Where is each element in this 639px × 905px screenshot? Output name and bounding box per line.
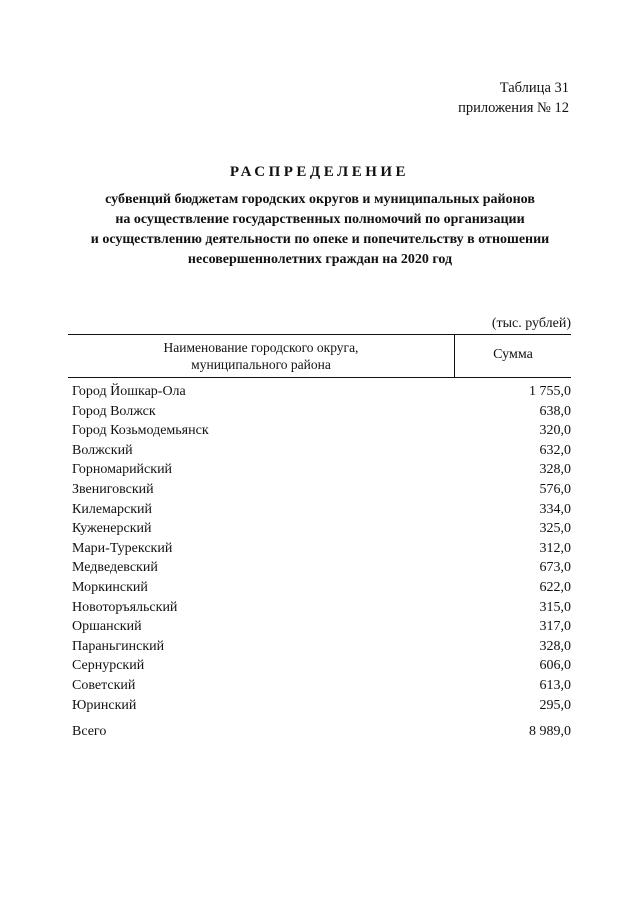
total-sum: 8 989,0 (529, 724, 571, 739)
row-name: Мари-Турекский (72, 540, 173, 556)
row-name: Килемарский (72, 501, 153, 517)
table-row (72, 539, 571, 559)
row-sum: 1 755,0 (529, 384, 571, 399)
table-row (72, 519, 571, 539)
table-row (72, 421, 571, 441)
subtitle-line: на осуществление государственных полномочий по организации (115, 212, 525, 227)
row-sum: 576,0 (539, 481, 571, 497)
total-label: Всего (72, 724, 107, 739)
column-header-sum: Сумма (493, 347, 533, 362)
row-name: Советский (72, 677, 136, 693)
subtitle-line: субвенций бюджетам городских округов и муниципальных районов (105, 192, 535, 207)
row-sum: 317,0 (539, 619, 571, 635)
row-sum: 312,0 (539, 540, 571, 556)
table-body (72, 382, 571, 715)
table-row (72, 500, 571, 520)
table-row (72, 676, 571, 696)
row-sum: 328,0 (539, 462, 571, 478)
table-row (72, 696, 571, 716)
row-name: Оршанский (72, 619, 142, 635)
subtitle-line: и осуществлению деятельности по опеке и попечительству в отношении (90, 232, 550, 247)
table-row (72, 578, 571, 598)
row-sum: 632,0 (539, 442, 571, 458)
table-total-row (72, 722, 571, 742)
row-sum: 673,0 (539, 560, 571, 576)
row-name: Волжский (72, 442, 133, 458)
table-header (68, 334, 571, 378)
units-label: (тыс. рублей) (491, 316, 571, 331)
row-sum: 315,0 (539, 599, 571, 615)
table-number: Таблица 31 (499, 80, 569, 96)
row-name: Горномарийский (72, 462, 173, 478)
table-row (72, 402, 571, 422)
row-name: Город Волжск (72, 403, 156, 419)
row-name: Юринский (72, 697, 137, 713)
table-row (72, 441, 571, 461)
table-row (72, 598, 571, 618)
row-sum: 606,0 (539, 658, 571, 674)
column-header-name-line: муниципального района (191, 357, 331, 372)
row-name: Сернурский (72, 658, 145, 674)
table-row (72, 460, 571, 480)
row-sum: 613,0 (539, 677, 571, 693)
row-sum: 325,0 (539, 521, 571, 537)
row-name: Медведевский (72, 560, 158, 576)
document-subtitle (60, 190, 580, 270)
row-sum: 295,0 (539, 697, 571, 713)
row-sum: 334,0 (539, 501, 571, 517)
row-name: Моркинский (72, 579, 148, 595)
subtitle-line: несовершеннолетних граждан на 2020 год (187, 252, 453, 267)
row-sum: 320,0 (539, 423, 571, 439)
row-sum: 622,0 (539, 579, 571, 595)
column-header-name-line: Наименование городского округа, (163, 340, 359, 355)
column-header-name (68, 339, 454, 373)
table-row (72, 382, 571, 402)
table-row (72, 480, 571, 500)
row-sum: 328,0 (539, 638, 571, 654)
table-row (72, 617, 571, 637)
row-name: Куженерский (72, 521, 152, 537)
annex-number: приложения № 12 (458, 100, 569, 116)
row-name: Город Йошкар-Ола (72, 384, 186, 399)
table-row (72, 656, 571, 676)
row-name: Новоторъяльский (72, 599, 178, 615)
table-row (72, 637, 571, 657)
document-title: РАСПРЕДЕЛЕНИЕ (229, 164, 410, 180)
table-row (72, 558, 571, 578)
row-sum: 638,0 (539, 403, 571, 419)
row-name: Город Козьмодемьянск (72, 423, 209, 439)
table-reference (458, 78, 569, 118)
row-name: Звениговский (72, 481, 154, 497)
row-name: Параньгинский (72, 638, 165, 654)
